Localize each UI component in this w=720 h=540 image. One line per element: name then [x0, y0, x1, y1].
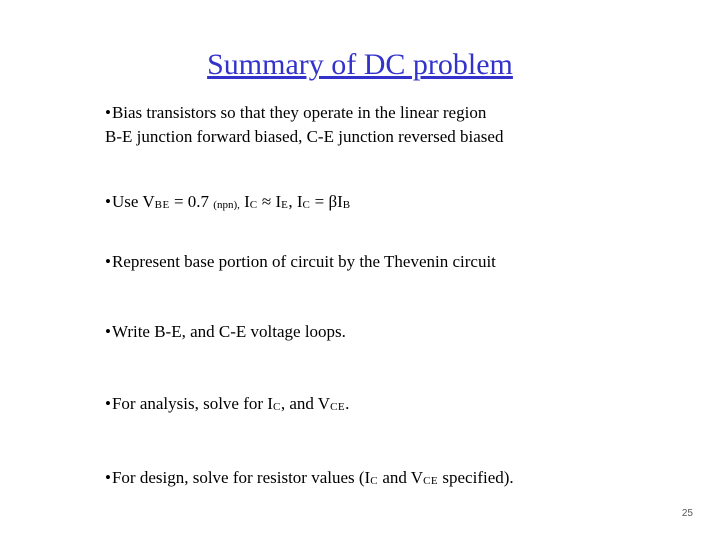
subscript-c: C: [249, 199, 258, 211]
bullet-item-analysis: [105, 392, 650, 419]
bullet-text: ≈ I: [257, 192, 282, 211]
npn-note: (npn),: [213, 199, 240, 211]
subscript-ce: CE: [330, 401, 346, 413]
bullet-text: and V: [378, 468, 424, 487]
subscript-b: B: [342, 199, 351, 211]
bullet-text: specified).: [438, 468, 514, 487]
bullet-item-design: [105, 466, 650, 493]
bullet-text: Use V: [111, 192, 155, 211]
bullet-text: , and V: [280, 394, 331, 413]
bullet-text: Represent base portion of circuit by the Thevenin circuit: [111, 252, 496, 271]
subscript-c: C: [302, 199, 311, 211]
bullet-line: [105, 101, 650, 125]
bullet-text: .: [345, 394, 350, 413]
bullet-text: Bias transistors so that they operate in the linear region: [111, 103, 487, 122]
bullet-line: [105, 125, 650, 149]
bullet-text: , I: [288, 192, 303, 211]
bullet-marker: •: [105, 468, 111, 487]
bullet-marker: •: [105, 252, 111, 271]
subscript-c: C: [272, 401, 281, 413]
bullet-text: = βI: [310, 192, 343, 211]
bullet-item-thevenin: [105, 250, 650, 274]
bullet-text: = 0.7: [169, 192, 214, 211]
bullet-marker: •: [105, 192, 111, 211]
page-number: 25: [681, 508, 693, 519]
bullet-marker: •: [105, 322, 111, 341]
bullet-text: Write B-E, and C-E voltage loops.: [111, 322, 346, 341]
subscript-e: E: [281, 199, 289, 211]
bullet-marker: •: [105, 394, 111, 413]
bullet-text: For analysis, solve for I: [111, 394, 273, 413]
bullet-item-bias: [105, 101, 650, 149]
bullet-text: I: [239, 192, 250, 211]
bullet-item-voltage-loops: [105, 320, 650, 344]
subscript-ce: CE: [423, 475, 439, 487]
subscript-be: BE: [154, 199, 170, 211]
bullet-item-use-vbe: [105, 190, 650, 217]
page-title: Summary of DC problem: [207, 48, 513, 81]
bullet-text: B-E junction forward biased, C-E junction reversed biased: [105, 127, 504, 146]
bullet-text: For design, solve for resistor values (I: [111, 468, 371, 487]
bullet-marker: •: [105, 103, 111, 122]
subscript-c: C: [370, 475, 379, 487]
